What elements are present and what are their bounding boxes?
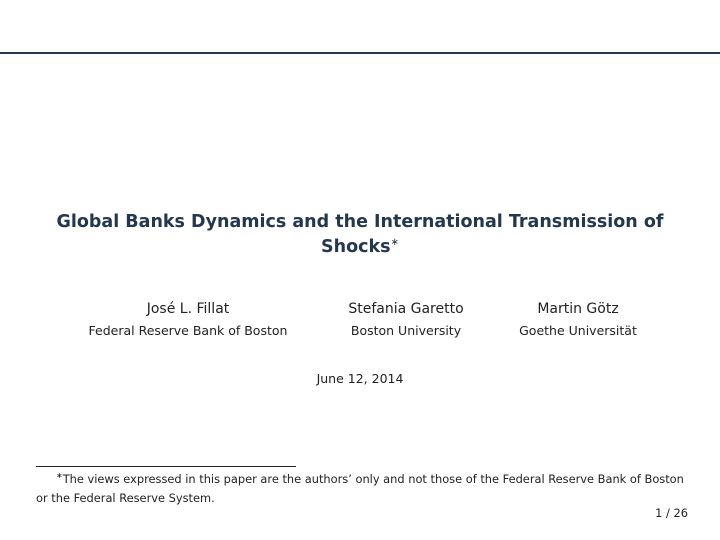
title-text: Global Banks Dynamics and the International Transmission of Shocks <box>56 212 664 257</box>
title-footnote-mark: ∗ <box>390 237 399 249</box>
page-current: 1 <box>655 506 663 520</box>
header-rule <box>0 52 720 54</box>
footnote-mark: ∗ <box>56 471 63 481</box>
author-block-gotz <box>458 299 698 340</box>
footnote-rule <box>36 466 296 467</box>
author-affiliation: Federal Reserve Bank of Boston <box>88 323 288 338</box>
footnote <box>36 470 688 508</box>
author-name: José L. Fillat <box>146 301 230 317</box>
author-affiliation: Goethe Universität <box>519 323 637 338</box>
author-block-fillat <box>68 299 308 340</box>
page-total: 26 <box>673 506 688 520</box>
slide-title <box>40 210 680 260</box>
footnote-text: The views expressed in this paper are the authors’ only and not those of the Federal Reserve Bank of Boston or the Federal Reserve System. <box>36 472 684 505</box>
author-name: Martin Götz <box>537 301 619 317</box>
author-name: Stefania Garetto <box>348 301 464 317</box>
page-number <box>655 505 688 521</box>
page-separator: / <box>666 506 670 520</box>
presentation-date: June 12, 2014 <box>316 371 404 386</box>
author-affiliation: Boston University <box>350 323 462 338</box>
